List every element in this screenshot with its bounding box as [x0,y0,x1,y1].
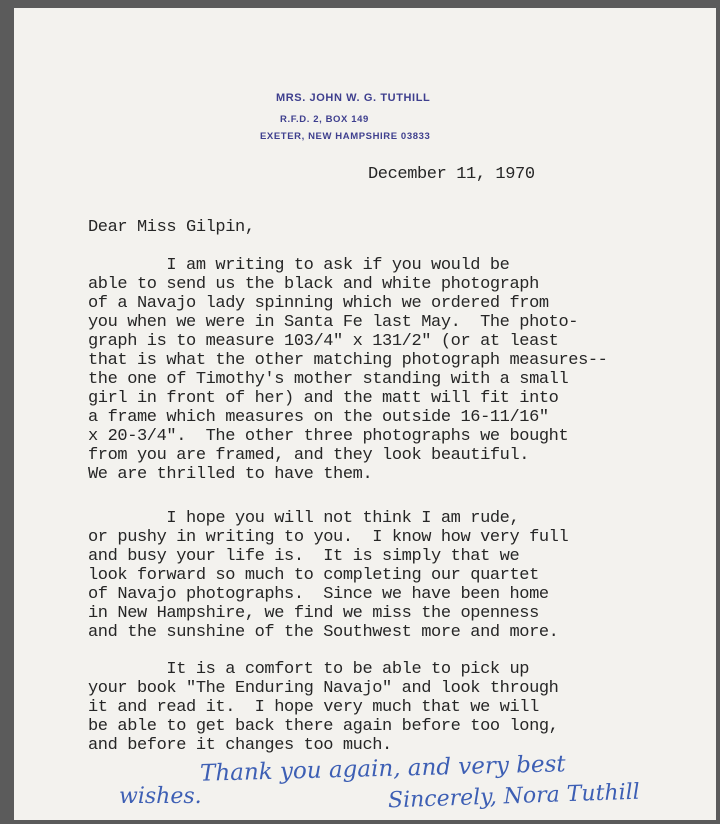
salutation: Dear Miss Gilpin, [88,218,255,237]
typed-line: that is what the other matching photograph measures-- [88,351,608,370]
typed-line: look forward so much to completing our quartet [88,566,539,585]
letterhead-name: MRS. JOHN W. G. TUTHILL [276,92,431,104]
paragraph-3 [88,660,558,755]
handwritten-signature: Sincerely, Nora Tuthill [387,779,641,814]
typed-line: It is a comfort to be able to pick up [88,660,530,679]
typed-line: be able to get back there again before too long, [88,717,559,736]
typed-line: I hope you will not think I am rude, [88,509,520,528]
typed-line: We are thrilled to have them. [88,465,373,484]
typed-line: the one of Timothy's mother standing with a small [88,370,569,389]
letter-date: December 11, 1970 [368,165,535,184]
typed-line: a frame which measures on the outside 16-11/16" [88,408,549,427]
letterhead-address: R.F.D. 2, BOX 149 [280,114,369,125]
typed-line: of a Navajo lady spinning which we ordered from [88,294,549,313]
typed-line: girl in front of her) and the matt will fit into [88,389,559,408]
typed-line: from you are framed, and they look beautiful. [88,446,530,465]
typed-line: you when we were in Santa Fe last May. The photo- [88,313,579,332]
typed-line: and before it changes too much. [88,736,392,755]
typed-line: in New Hampshire, we find we miss the openness [88,604,539,623]
handwritten-note-line-1: Thank you again, and very best [199,751,566,787]
typed-line: or pushy in writing to you. I know how very full [88,528,569,547]
paragraph-1 [88,256,608,484]
handwritten-note-line-2: wishes. [119,784,202,809]
typed-line: able to send us the black and white photograph [88,275,539,294]
typed-line: of Navajo photographs. Since we have been home [88,585,549,604]
typed-line: it and read it. I hope very much that we will [88,698,539,717]
paragraph-2 [88,509,568,642]
typed-line: your book "The Enduring Navajo" and look through [88,679,559,698]
letterhead-city: EXETER, NEW HAMPSHIRE 03833 [260,131,431,142]
typed-line: and busy your life is. It is simply that we [88,547,520,566]
typed-line: and the sunshine of the Southwest more and more. [88,623,559,642]
typed-line: I am writing to ask if you would be [88,256,510,275]
typed-line: graph is to measure 103/4" x 131/2" (or at least [88,332,559,351]
letter-page [14,8,716,820]
typed-line: x 20-3/4". The other three photographs we bought [88,427,569,446]
